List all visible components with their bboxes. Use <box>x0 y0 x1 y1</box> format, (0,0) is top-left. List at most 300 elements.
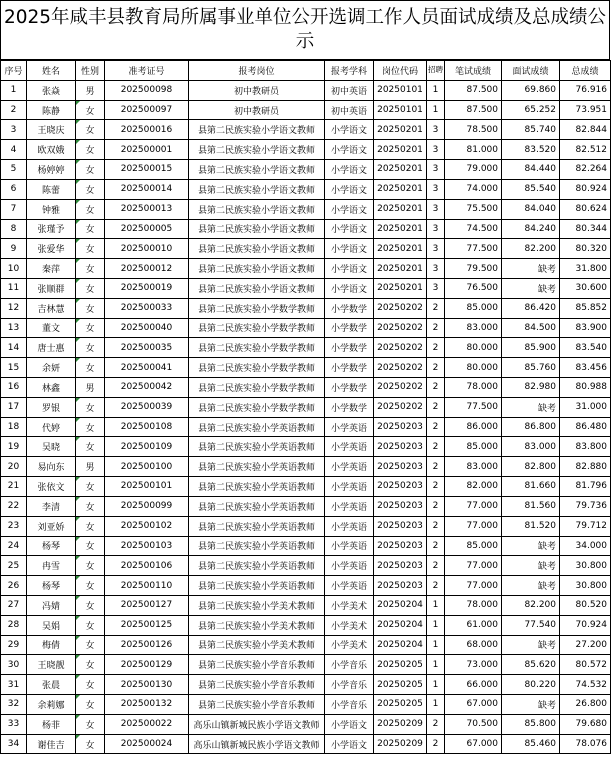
cell-ticket-number: 202500019 <box>105 278 189 298</box>
score-table <box>0 60 611 754</box>
cell-subject: 小学数学 <box>325 378 374 398</box>
cell-subject: 小学英语 <box>325 536 374 556</box>
cell-recruit-count: 2 <box>427 496 445 516</box>
cell-written-score: 74.500 <box>445 219 502 239</box>
cell-position-code: 20250203 <box>374 477 427 497</box>
cell-total-score: 80.624 <box>560 199 611 219</box>
cell-written-score: 67.000 <box>445 695 502 715</box>
cell-index: 22 <box>1 496 27 516</box>
cell-ticket-number: 202500130 <box>105 675 189 695</box>
column-header: 笔试成绩 <box>445 61 502 81</box>
cell-position-code: 20250203 <box>374 556 427 576</box>
cell-recruit-count: 3 <box>427 160 445 180</box>
cell-total-score: 30.800 <box>560 556 611 576</box>
cell-written-score: 77.500 <box>445 239 502 259</box>
cell-ticket-number: 202500110 <box>105 576 189 596</box>
cell-name: 余莉娜 <box>27 695 76 715</box>
cell-recruit-count: 1 <box>427 595 445 615</box>
cell-position: 县第二民族实验小学美术教师 <box>189 595 325 615</box>
cell-index: 10 <box>1 259 27 279</box>
cell-written-score: 85.000 <box>445 536 502 556</box>
cell-index: 28 <box>1 615 27 635</box>
cell-index: 14 <box>1 338 27 358</box>
cell-ticket-number: 202500035 <box>105 338 189 358</box>
table-row <box>1 536 611 556</box>
cell-interview-score: 85.540 <box>502 179 560 199</box>
cell-gender: 女 <box>76 734 105 754</box>
cell-interview-score: 缺考 <box>502 278 560 298</box>
cell-subject: 小学语文 <box>325 179 374 199</box>
cell-recruit-count: 3 <box>427 239 445 259</box>
cell-written-score: 79.000 <box>445 160 502 180</box>
cell-total-score: 80.572 <box>560 655 611 675</box>
cell-written-score: 77.500 <box>445 397 502 417</box>
cell-gender: 女 <box>76 536 105 556</box>
cell-ticket-number: 202500013 <box>105 199 189 219</box>
cell-total-score: 82.512 <box>560 140 611 160</box>
table-row <box>1 457 611 477</box>
cell-recruit-count: 1 <box>427 695 445 715</box>
cell-position-code: 20250203 <box>374 437 427 457</box>
cell-interview-score: 缺考 <box>502 556 560 576</box>
cell-subject: 小学语文 <box>325 160 374 180</box>
cell-name: 钟雅 <box>27 199 76 219</box>
cell-subject: 小学数学 <box>325 338 374 358</box>
cell-subject: 小学语文 <box>325 734 374 754</box>
cell-index: 24 <box>1 536 27 556</box>
cell-position-code: 20250204 <box>374 595 427 615</box>
cell-position: 高乐山镇新城民族小学语文教师 <box>189 734 325 754</box>
cell-position: 县第二民族实验小学数学教师 <box>189 358 325 378</box>
cell-recruit-count: 1 <box>427 100 445 120</box>
table-row <box>1 437 611 457</box>
cell-name: 张瑾予 <box>27 219 76 239</box>
cell-name: 杨婷婷 <box>27 160 76 180</box>
cell-written-score: 80.000 <box>445 338 502 358</box>
cell-name: 张焱 <box>27 80 76 100</box>
cell-ticket-number: 202500022 <box>105 714 189 734</box>
cell-ticket-number: 202500014 <box>105 179 189 199</box>
cell-name: 刘亚娇 <box>27 516 76 536</box>
cell-total-score: 82.264 <box>560 160 611 180</box>
cell-position: 县第二民族实验小学英语教师 <box>189 556 325 576</box>
cell-total-score: 26.800 <box>560 695 611 715</box>
cell-interview-score: 81.660 <box>502 477 560 497</box>
cell-gender: 女 <box>76 675 105 695</box>
cell-gender: 女 <box>76 437 105 457</box>
cell-total-score: 76.916 <box>560 80 611 100</box>
cell-position: 县第二民族实验小学数学教师 <box>189 298 325 318</box>
cell-interview-score: 82.200 <box>502 595 560 615</box>
cell-recruit-count: 3 <box>427 179 445 199</box>
cell-position-code: 20250201 <box>374 219 427 239</box>
cell-index: 32 <box>1 695 27 715</box>
cell-interview-score: 80.220 <box>502 675 560 695</box>
table-row <box>1 100 611 120</box>
cell-total-score: 30.800 <box>560 576 611 596</box>
cell-total-score: 27.200 <box>560 635 611 655</box>
cell-interview-score: 85.620 <box>502 655 560 675</box>
cell-position: 县第二民族实验小学语文教师 <box>189 179 325 199</box>
cell-recruit-count: 3 <box>427 219 445 239</box>
cell-name: 林鑫 <box>27 378 76 398</box>
cell-gender: 女 <box>76 516 105 536</box>
cell-position-code: 20250201 <box>374 259 427 279</box>
cell-name: 张晨 <box>27 675 76 695</box>
cell-position: 县第二民族实验小学英语教师 <box>189 516 325 536</box>
cell-ticket-number: 202500012 <box>105 259 189 279</box>
cell-position-code: 20250209 <box>374 714 427 734</box>
cell-position-code: 20250201 <box>374 140 427 160</box>
cell-position: 县第二民族实验小学音乐教师 <box>189 675 325 695</box>
table-row <box>1 80 611 100</box>
table-row <box>1 397 611 417</box>
cell-interview-score: 86.420 <box>502 298 560 318</box>
cell-ticket-number: 202500109 <box>105 437 189 457</box>
cell-index: 26 <box>1 576 27 596</box>
cell-index: 7 <box>1 199 27 219</box>
column-header: 性别 <box>76 61 105 81</box>
cell-ticket-number: 202500129 <box>105 655 189 675</box>
cell-gender: 女 <box>76 595 105 615</box>
cell-name: 唐士惠 <box>27 338 76 358</box>
column-header: 面试成绩 <box>502 61 560 81</box>
cell-total-score: 80.320 <box>560 239 611 259</box>
cell-position: 县第二民族实验小学数学教师 <box>189 318 325 338</box>
cell-name: 吉林慧 <box>27 298 76 318</box>
cell-recruit-count: 3 <box>427 140 445 160</box>
cell-index: 8 <box>1 219 27 239</box>
cell-interview-score: 82.980 <box>502 378 560 398</box>
cell-index: 12 <box>1 298 27 318</box>
cell-gender: 女 <box>76 576 105 596</box>
cell-subject: 小学英语 <box>325 556 374 576</box>
cell-gender: 男 <box>76 378 105 398</box>
cell-index: 6 <box>1 179 27 199</box>
cell-subject: 初中英语 <box>325 100 374 120</box>
cell-written-score: 77.000 <box>445 576 502 596</box>
cell-index: 19 <box>1 437 27 457</box>
cell-subject: 小学美术 <box>325 635 374 655</box>
table-row <box>1 278 611 298</box>
cell-position: 县第二民族实验小学语文教师 <box>189 199 325 219</box>
cell-interview-score: 84.440 <box>502 160 560 180</box>
cell-index: 4 <box>1 140 27 160</box>
cell-ticket-number: 202500039 <box>105 397 189 417</box>
cell-subject: 小学语文 <box>325 239 374 259</box>
cell-interview-score: 缺考 <box>502 536 560 556</box>
cell-name: 杨琴 <box>27 576 76 596</box>
cell-gender: 男 <box>76 457 105 477</box>
cell-index: 5 <box>1 160 27 180</box>
cell-name: 冯婧 <box>27 595 76 615</box>
cell-interview-score: 缺考 <box>502 576 560 596</box>
cell-interview-score: 77.540 <box>502 615 560 635</box>
cell-written-score: 67.000 <box>445 734 502 754</box>
cell-index: 30 <box>1 655 27 675</box>
cell-interview-score: 82.200 <box>502 239 560 259</box>
cell-position: 县第二民族实验小学语文教师 <box>189 239 325 259</box>
cell-written-score: 83.000 <box>445 318 502 338</box>
table-row <box>1 199 611 219</box>
cell-interview-score: 86.800 <box>502 417 560 437</box>
cell-recruit-count: 1 <box>427 615 445 635</box>
cell-gender: 女 <box>76 140 105 160</box>
cell-subject: 小学英语 <box>325 477 374 497</box>
cell-total-score: 34.000 <box>560 536 611 556</box>
cell-ticket-number: 202500016 <box>105 120 189 140</box>
cell-total-score: 31.000 <box>560 397 611 417</box>
cell-written-score: 61.000 <box>445 615 502 635</box>
cell-position: 县第二民族实验小学语文教师 <box>189 160 325 180</box>
cell-gender: 女 <box>76 714 105 734</box>
cell-subject: 小学数学 <box>325 358 374 378</box>
cell-total-score: 80.988 <box>560 378 611 398</box>
table-row <box>1 239 611 259</box>
cell-recruit-count: 2 <box>427 576 445 596</box>
cell-recruit-count: 2 <box>427 457 445 477</box>
cell-index: 27 <box>1 595 27 615</box>
cell-subject: 小学英语 <box>325 576 374 596</box>
cell-written-score: 87.500 <box>445 100 502 120</box>
cell-gender: 女 <box>76 298 105 318</box>
table-header-row <box>1 61 611 81</box>
cell-ticket-number: 202500108 <box>105 417 189 437</box>
cell-subject: 小学语文 <box>325 199 374 219</box>
cell-total-score: 78.076 <box>560 734 611 754</box>
cell-total-score: 86.480 <box>560 417 611 437</box>
cell-gender: 女 <box>76 278 105 298</box>
cell-interview-score: 65.252 <box>502 100 560 120</box>
cell-recruit-count: 2 <box>427 536 445 556</box>
cell-recruit-count: 3 <box>427 199 445 219</box>
cell-recruit-count: 3 <box>427 120 445 140</box>
cell-position: 县第二民族实验小学数学教师 <box>189 338 325 358</box>
cell-subject: 小学语文 <box>325 219 374 239</box>
cell-position: 初中教研员 <box>189 100 325 120</box>
cell-total-score: 31.800 <box>560 259 611 279</box>
cell-ticket-number: 202500100 <box>105 457 189 477</box>
cell-interview-score: 81.560 <box>502 496 560 516</box>
cell-written-score: 81.000 <box>445 140 502 160</box>
cell-subject: 小学英语 <box>325 437 374 457</box>
cell-ticket-number: 202500033 <box>105 298 189 318</box>
cell-name: 谢佳吉 <box>27 734 76 754</box>
cell-ticket-number: 202500024 <box>105 734 189 754</box>
cell-written-score: 78.500 <box>445 120 502 140</box>
cell-written-score: 77.000 <box>445 516 502 536</box>
cell-ticket-number: 202500042 <box>105 378 189 398</box>
cell-position-code: 20250201 <box>374 199 427 219</box>
cell-interview-score: 81.520 <box>502 516 560 536</box>
cell-recruit-count: 2 <box>427 556 445 576</box>
cell-written-score: 78.000 <box>445 595 502 615</box>
cell-name: 杨琴 <box>27 536 76 556</box>
cell-total-score: 70.924 <box>560 615 611 635</box>
cell-written-score: 70.500 <box>445 714 502 734</box>
cell-name: 陈蕾 <box>27 179 76 199</box>
cell-total-score: 85.852 <box>560 298 611 318</box>
cell-position-code: 20250201 <box>374 278 427 298</box>
cell-name: 代婷 <box>27 417 76 437</box>
cell-position-code: 20250203 <box>374 536 427 556</box>
cell-recruit-count: 2 <box>427 397 445 417</box>
cell-total-score: 74.532 <box>560 675 611 695</box>
column-header: 准考证号 <box>105 61 189 81</box>
cell-ticket-number: 202500099 <box>105 496 189 516</box>
cell-ticket-number: 202500126 <box>105 635 189 655</box>
cell-subject: 初中英语 <box>325 80 374 100</box>
cell-interview-score: 83.520 <box>502 140 560 160</box>
cell-gender: 女 <box>76 179 105 199</box>
cell-gender: 女 <box>76 556 105 576</box>
cell-position-code: 20250203 <box>374 516 427 536</box>
cell-position-code: 20250202 <box>374 378 427 398</box>
cell-index: 18 <box>1 417 27 437</box>
cell-subject: 小学音乐 <box>325 695 374 715</box>
cell-subject: 小学语文 <box>325 278 374 298</box>
cell-recruit-count: 1 <box>427 80 445 100</box>
cell-position: 初中教研员 <box>189 80 325 100</box>
cell-recruit-count: 2 <box>427 714 445 734</box>
cell-ticket-number: 202500132 <box>105 695 189 715</box>
cell-subject: 小学美术 <box>325 615 374 635</box>
cell-written-score: 87.500 <box>445 80 502 100</box>
cell-interview-score: 85.760 <box>502 358 560 378</box>
cell-recruit-count: 2 <box>427 318 445 338</box>
cell-position: 县第二民族实验小学音乐教师 <box>189 695 325 715</box>
cell-subject: 小学英语 <box>325 496 374 516</box>
cell-position-code: 20250202 <box>374 397 427 417</box>
table-row <box>1 556 611 576</box>
cell-ticket-number: 202500097 <box>105 100 189 120</box>
cell-total-score: 82.880 <box>560 457 611 477</box>
cell-position: 县第二民族实验小学音乐教师 <box>189 655 325 675</box>
cell-interview-score: 69.860 <box>502 80 560 100</box>
cell-ticket-number: 202500103 <box>105 536 189 556</box>
table-row <box>1 595 611 615</box>
cell-gender: 女 <box>76 477 105 497</box>
table-row <box>1 338 611 358</box>
cell-recruit-count: 2 <box>427 378 445 398</box>
cell-written-score: 77.000 <box>445 556 502 576</box>
cell-name: 秦萍 <box>27 259 76 279</box>
cell-ticket-number: 202500098 <box>105 80 189 100</box>
cell-index: 2 <box>1 100 27 120</box>
cell-gender: 女 <box>76 635 105 655</box>
cell-position-code: 20250201 <box>374 179 427 199</box>
cell-recruit-count: 2 <box>427 338 445 358</box>
cell-gender: 女 <box>76 695 105 715</box>
column-header: 姓名 <box>27 61 76 81</box>
cell-index: 21 <box>1 477 27 497</box>
cell-written-score: 77.000 <box>445 496 502 516</box>
cell-position-code: 20250202 <box>374 338 427 358</box>
cell-index: 3 <box>1 120 27 140</box>
cell-subject: 小学英语 <box>325 516 374 536</box>
cell-recruit-count: 2 <box>427 477 445 497</box>
cell-index: 17 <box>1 397 27 417</box>
column-header: 岗位代码 <box>374 61 427 81</box>
cell-name: 王晓靓 <box>27 655 76 675</box>
cell-gender: 女 <box>76 397 105 417</box>
cell-total-score: 83.900 <box>560 318 611 338</box>
cell-gender: 女 <box>76 259 105 279</box>
table-row <box>1 219 611 239</box>
page-title: 2025年咸丰县教育局所属事业单位公开选调工作人员面试成绩及总成绩公示 <box>0 0 610 60</box>
cell-gender: 女 <box>76 417 105 437</box>
cell-total-score: 80.344 <box>560 219 611 239</box>
cell-position: 县第二民族实验小学美术教师 <box>189 635 325 655</box>
cell-index: 23 <box>1 516 27 536</box>
cell-position-code: 20250205 <box>374 675 427 695</box>
cell-name: 梅倩 <box>27 635 76 655</box>
cell-interview-score: 85.800 <box>502 714 560 734</box>
cell-position: 县第二民族实验小学英语教师 <box>189 417 325 437</box>
cell-written-score: 85.000 <box>445 298 502 318</box>
cell-gender: 男 <box>76 80 105 100</box>
cell-recruit-count: 2 <box>427 358 445 378</box>
cell-name: 罗银 <box>27 397 76 417</box>
column-header: 报考岗位 <box>189 61 325 81</box>
cell-interview-score: 82.800 <box>502 457 560 477</box>
cell-position-code: 20250202 <box>374 318 427 338</box>
cell-gender: 女 <box>76 615 105 635</box>
cell-subject: 小学音乐 <box>325 675 374 695</box>
cell-gender: 女 <box>76 239 105 259</box>
cell-subject: 小学音乐 <box>325 655 374 675</box>
cell-position-code: 20250201 <box>374 120 427 140</box>
cell-written-score: 82.000 <box>445 477 502 497</box>
cell-index: 9 <box>1 239 27 259</box>
cell-position-code: 20250202 <box>374 358 427 378</box>
cell-position-code: 20250202 <box>374 298 427 318</box>
cell-total-score: 83.800 <box>560 437 611 457</box>
cell-position: 县第二民族实验小学数学教师 <box>189 397 325 417</box>
cell-position-code: 20250101 <box>374 80 427 100</box>
cell-interview-score: 84.240 <box>502 219 560 239</box>
cell-position-code: 20250203 <box>374 457 427 477</box>
column-header: 招聘 <box>427 61 445 81</box>
cell-position-code: 20250209 <box>374 734 427 754</box>
cell-name: 杨菲 <box>27 714 76 734</box>
cell-written-score: 73.000 <box>445 655 502 675</box>
cell-interview-score: 84.040 <box>502 199 560 219</box>
cell-index: 25 <box>1 556 27 576</box>
cell-recruit-count: 2 <box>427 734 445 754</box>
cell-position: 县第二民族实验小学英语教师 <box>189 496 325 516</box>
cell-subject: 小学英语 <box>325 417 374 437</box>
cell-recruit-count: 2 <box>427 437 445 457</box>
table-row <box>1 496 611 516</box>
cell-gender: 女 <box>76 318 105 338</box>
cell-name: 欧双娥 <box>27 140 76 160</box>
cell-recruit-count: 2 <box>427 417 445 437</box>
cell-position-code: 20250101 <box>374 100 427 120</box>
cell-position: 县第二民族实验小学英语教师 <box>189 576 325 596</box>
cell-total-score: 79.680 <box>560 714 611 734</box>
cell-subject: 小学语文 <box>325 259 374 279</box>
cell-written-score: 83.000 <box>445 457 502 477</box>
cell-interview-score: 缺考 <box>502 635 560 655</box>
cell-ticket-number: 202500127 <box>105 595 189 615</box>
table-row <box>1 160 611 180</box>
cell-written-score: 74.000 <box>445 179 502 199</box>
cell-name: 余妍 <box>27 358 76 378</box>
cell-position-code: 20250203 <box>374 417 427 437</box>
cell-recruit-count: 1 <box>427 675 445 695</box>
cell-name: 冉雪 <box>27 556 76 576</box>
